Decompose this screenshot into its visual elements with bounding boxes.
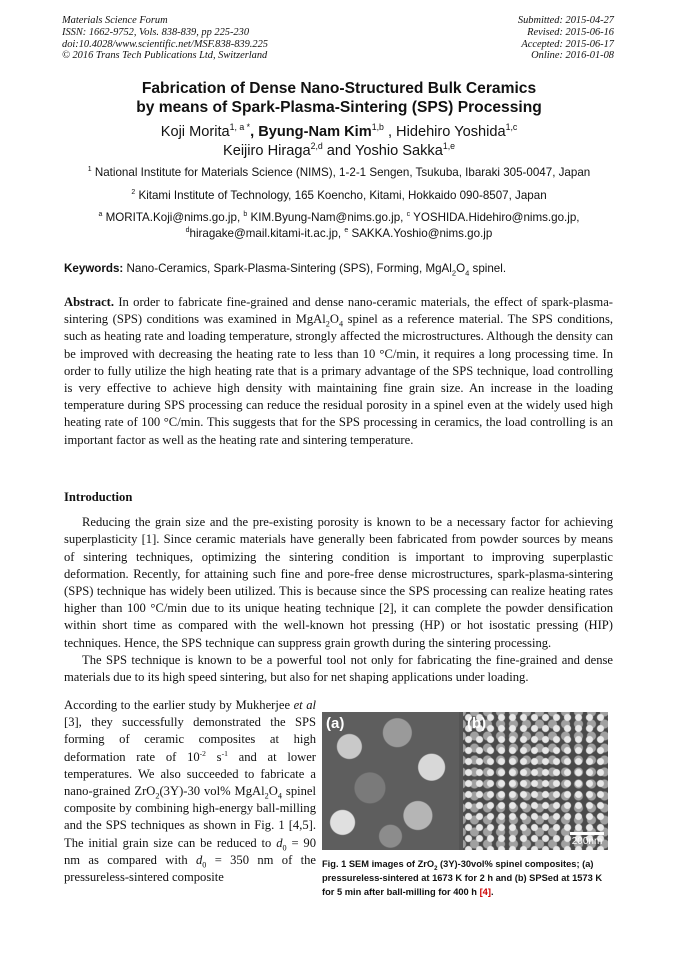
keywords-text: Nano-Ceramics, Spark-Plasma-Sintering (SPS), Forming, MgAl (123, 262, 452, 275)
copyright: © 2016 Trans Tech Publications Ltd, Switzerland (62, 50, 268, 62)
scale-bar-label: 200nm (571, 836, 603, 847)
affiliation-1 (0, 165, 678, 181)
author-line-2 (0, 142, 678, 161)
email-b[interactable]: KIM.Byung-Nam@nims.go.jp, (247, 211, 407, 224)
issn: ISSN: 1662-9752, Vols. 838-839, pp 225-230 (62, 26, 250, 38)
scale-bar (570, 832, 604, 847)
subscript: 0 (282, 843, 287, 853)
revised-date: Revised: 2015-06-16 (527, 26, 614, 38)
author-sup: 1, a * (229, 122, 251, 133)
abstract-label: Abstract. (64, 295, 115, 309)
online-date: Online: 2016-01-08 (531, 50, 614, 62)
author-list (0, 123, 678, 161)
keywords-text: spinel. (469, 262, 507, 275)
abstract (64, 294, 613, 449)
intro-paragraph-2: The SPS technique is known to be a powerful tool not only for fabricating the fine-grained and dense materials due to its high speed sintering, but also for net shaping applications under loading. (64, 652, 613, 685)
section-heading: Introduction (64, 490, 133, 504)
email-sup: e (344, 227, 349, 235)
email-sup: a (98, 211, 103, 219)
title-line-1: Fabrication of Dense Nano-Structured Bulk Ceramics (141, 80, 537, 97)
paragraph-text: et al (293, 698, 316, 712)
email-c[interactable]: YOSHIDA.Hidehiro@nims.go.jp, (410, 211, 580, 224)
figure-caption (322, 857, 612, 899)
keywords-label: Keywords: (64, 262, 124, 275)
author-sup: 1,c (505, 122, 518, 133)
paragraph-text: d (195, 852, 203, 867)
author-line-1 (0, 123, 678, 142)
accepted-date: Accepted: 2015-06-17 (521, 38, 614, 50)
abstract-text: O (329, 312, 339, 327)
author-name: and Yoshio Sakka (322, 143, 443, 159)
subscript: 0 (202, 860, 207, 870)
email-sup: c (406, 211, 411, 219)
paper-title (0, 80, 678, 117)
subscript: 4 (277, 791, 282, 801)
subscript: 2 (264, 791, 269, 801)
paragraph-text: spinel composite by combining high-energy ball-milling and the SPS techniques as shown in Fig. 1 [4,5]. The initial grain size can be reduced to (64, 784, 316, 850)
sem-image-b (463, 712, 608, 850)
email-a[interactable]: MORITA.Koji@nims.go.jp, (102, 211, 244, 224)
author-sup: 1,e (442, 141, 456, 152)
author-sup: 2,d (310, 141, 323, 152)
subscript: 2 (434, 865, 438, 872)
author-emails (0, 210, 678, 242)
title-line-2: by means of Spark-Plasma-Sintering (SPS) Processing (136, 98, 542, 116)
journal-header (62, 15, 268, 62)
doi[interactable]: doi:10.4028/www.scientific.net/MSF.838-839.225 (62, 38, 268, 50)
paragraph-text: = 90 nm as compared with (64, 835, 316, 867)
author-sup: 1,b (371, 122, 384, 133)
keywords-text: O (456, 262, 466, 275)
affiliation-2 (0, 188, 678, 204)
caption-text: Fig. 1 SEM images of ZrO (322, 859, 435, 869)
paragraph-text: According to the earlier study by Mukherjee (64, 698, 294, 712)
paragraph-text: = 350 nm of the pressureless-sintered composite (64, 852, 316, 885)
introduction-section (64, 489, 613, 686)
email-sup: b (243, 211, 248, 219)
journal-name: Materials Science Forum (62, 15, 168, 26)
keywords (64, 262, 620, 278)
scale-bar-line (570, 832, 604, 835)
paragraph-text: and at lower temperatures. We also succeeded to fabricate a nano-grained ZrO (64, 749, 316, 799)
subscript: 2 (325, 319, 330, 329)
subscript: 2 (155, 791, 160, 801)
author-name: , Byung-Nam Kim (250, 124, 372, 140)
paragraph-text: s (205, 749, 222, 764)
email-sup: d (185, 227, 190, 235)
author-name: Keijiro Hiraga (222, 143, 311, 159)
email-e[interactable]: SAKKA.Yoshio@nims.go.jp (348, 227, 493, 240)
subscript: 4 (338, 319, 344, 329)
affiliation-number: 2 (131, 189, 136, 197)
email-line-1 (0, 210, 678, 226)
intro-paragraph-3 (64, 697, 316, 886)
affiliation-text: Kitami Institute of Technology, 165 Koencho, Kitami, Hokkaido 090-8507, Japan (135, 189, 547, 202)
sem-figure (322, 712, 608, 850)
superscript: -2 (199, 748, 206, 758)
subscript: 2 (451, 268, 457, 278)
intro-paragraph-1: Reducing the grain size and the pre-existing porosity is known to be a necessary factor for achieving superplasticity [1]. Since ceramic materials have generally been fabricated from powder sources by means of sintering techniques, optimizing the sintering condition is important to improving superplastic deformation. Recently, for attaining such fine and pore-free dense microstructures, spark-plasma-sintering (SPS) technique has widely been utilized. This is because since the SPS processing can realize heating rates higher than 100 °C/min due to its unique heating technique [2], it can complete the powder densification within short time as compared with the well-known hot pressing (HP) or hot isostatic pressing (HIP) techniques. Hence, the SPS technique can suppress grain growth during the sintering processing. (64, 515, 613, 650)
email-line-2 (0, 226, 678, 242)
paragraph-text: O (268, 784, 278, 799)
email-d[interactable]: hiragake@mail.kitami-it.ac.jp, (189, 227, 345, 240)
author-name: , Hidehiro Yoshida (383, 124, 506, 140)
caption-text: . (490, 887, 494, 897)
panel-label-b: (b) (467, 715, 487, 732)
author-name: Koji Morita (160, 124, 230, 140)
affiliation-text: National Institute for Materials Science (NIMS), 1-2-1 Sengen, Tsukuba, Ibaraki 305-0047, Japan (91, 166, 591, 179)
paragraph-text: [3], they successfully demonstrated the SPS forming of ceramic composites at high deformation rate of 10 (64, 715, 316, 764)
panel-label-a: (a) (326, 715, 345, 732)
submitted-date: Submitted: 2015-04-27 (517, 15, 614, 26)
paragraph-text: (3Y)-30 vol% MgAl (159, 784, 265, 799)
sem-image-a (322, 712, 459, 850)
abstract-text: In order to fabricate fine-grained and dense nano-ceramic materials, the effect of spark-plasma-sintering (SPS) conditions was examined in MgAl (64, 295, 613, 327)
affiliation-number: 1 (87, 166, 92, 174)
subscript: 4 (465, 268, 470, 278)
dates-header (518, 15, 614, 62)
superscript: -1 (221, 748, 228, 758)
reference-link[interactable]: [4] (479, 887, 491, 897)
abstract-text: spinel as a reference material. The SPS conditions, such as heating rate and loading temperature, strongly affected the microstructures. Although the density can be improved with decreasing the heating rate to less than 10 °C/min, it requires a long processing time. In order to fully utilize the high heating rate that is a primary advantage of the SPS technique, load controlling is very effective to achieve high density with maintaining fine grain size. An increase in the loading temperature during SPS processing can reduce the residual porosity in a spinel even at the widely used high heating rate of 100 °C/min. This suggests that for the SPS processing in ceramics, the load controlling is an important factor as well as the heating rate and sintering temperature. (64, 312, 613, 447)
paragraph-text: d (276, 835, 283, 850)
caption-text: (3Y)-30vol% spinel composites; (a) pressureless-sintered at 1673 K for 2 h and (b) SPSed at 1573 K for 5 min after ball-milling for 400 h (322, 859, 603, 897)
